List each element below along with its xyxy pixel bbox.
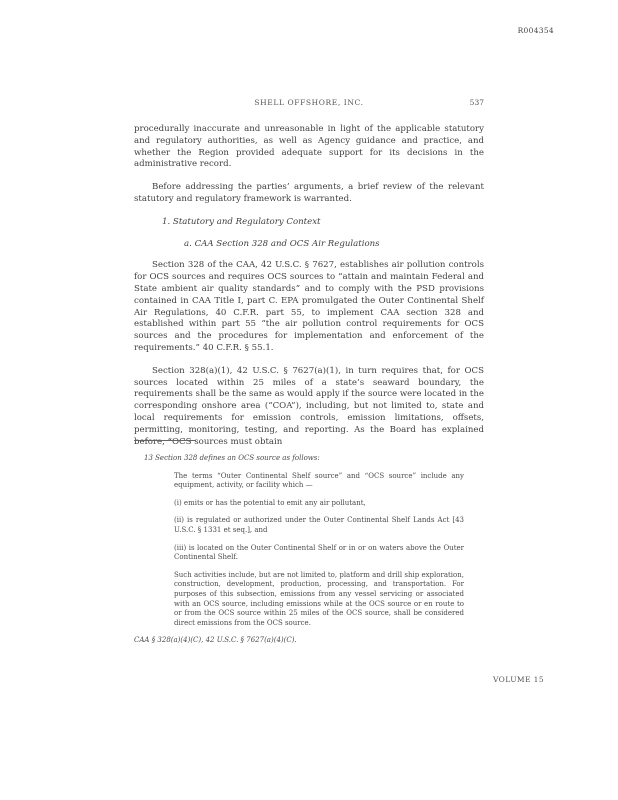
main-body-text [134, 124, 484, 459]
running-header-title: SHELL OFFSHORE, INC. [254, 98, 364, 107]
footnote-quote-item-ii: (ii) is regulated or authorized under the Outer Continental Shelf Lands Act [43 U.S.C. § 1331 et seq.], and [174, 516, 464, 534]
footnote-divider [134, 440, 196, 441]
body-paragraph-section-328a1: Section 328(a)(1), 42 U.S.C. § 7627(a)(1), in turn requires that, for OCS sources located within 25 miles of a state’s seaward boundary, the requirements shall be the same as would apply if the source were located in the corresponding onshore area (“COA”), including, but not limited to, state and local requirements for emission controls, emission limitations, offsets, permitting, monitoring, testing, and reporting. As the Board has explained before, “OCS sources must obtain [134, 365, 484, 447]
footnote-citation: CAA § 328(a)(4)(C), 42 U.S.C. § 7627(a)(4)(C). [134, 636, 297, 645]
subsection-heading: a. CAA Section 328 and OCS Air Regulations [184, 238, 380, 249]
body-paragraph-section-328: Section 328 of the CAA, 42 U.S.C. § 7627, establishes air pollution controls for OCS sources and requires OCS sources to “attain and maintain Federal and State ambient air quality standards” and to comply with the PSD provisions contained in CAA Title I, part C. EPA promulgated the Outer Continental Shelf Air Regulations, 40 C.F.R. part 55, to implement CAA section 328 and established within part 55 “the air pollution control requirements for OCS sources and the procedures for implementation and enforcement of the requirements.” 40 C.F.R. § 55.1. [134, 260, 484, 353]
footnote-quote-item-i: (i) emits or has the potential to emit any air pollutant, [174, 498, 366, 507]
section-heading: 1. Statutory and Regulatory Context [162, 216, 321, 227]
footnote-quote-activities: Such activities include, but are not limited to, platform and drill ship exploration, construction, development, production, processing, and transportation. For purposes of this subsection, emissions from any vessel servicing or associated with an OCS source, including emissions while at the OCS source or en route to or from the OCS source within 25 miles of the OCS source, shall be considered direct emissions from the OCS source. [174, 570, 464, 627]
body-paragraph-continued: procedurally inaccurate and unreasonable in light of the applicable statutory and regulatory authorities, as well as Agency guidance and practice, and whether the Region provided adequate support for its decisions in the administrative record. [134, 124, 484, 170]
body-paragraph-intro: Before addressing the parties’ arguments, a brief review of the relevant statutory and regulatory framework is warranted. [134, 182, 484, 204]
volume-label: VOLUME 15 [492, 675, 544, 684]
footnote-quote-item-iii: (iii) is located on the Outer Continental Shelf or in or on waters above the Outer Continental Shelf. [174, 543, 464, 562]
footnote-lead: 13 Section 328 defines an OCS source as follows: [144, 454, 320, 462]
page-number: 537 [469, 98, 484, 107]
document-reference-id: R004354 [517, 26, 554, 35]
footnote-quote-definition: The terms “Outer Continental Shelf source” and “OCS source” include any equipment, activity, or facility which — [174, 471, 464, 490]
footnote-block [134, 454, 484, 654]
